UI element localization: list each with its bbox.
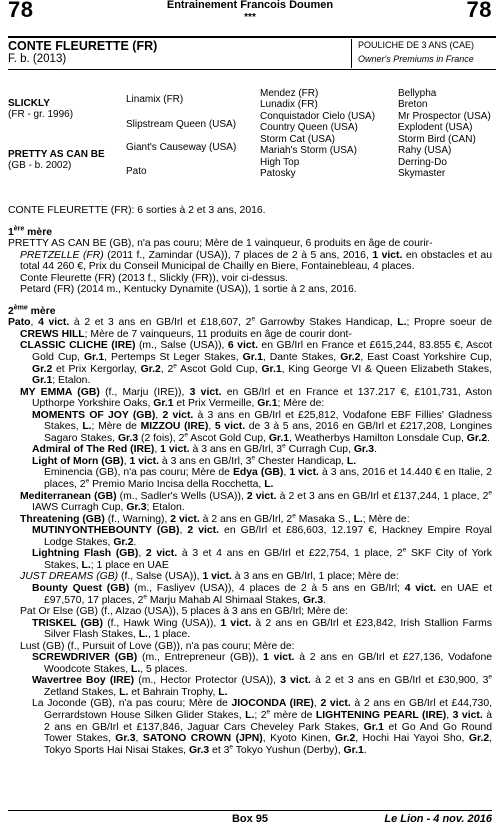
pedigree-g2-item: Storm Cat (USA) [260, 134, 336, 145]
pedigree-g3-item: Bellypha [398, 88, 437, 99]
produce-paragraph: Eminencia (GB), n'a pas couru; Mère de Edya (GB), 1 vict. à 3 ans, 2016 et 14.440 € en Italie, 2 places, 2e Premio Mario Incisa della Rocchetta, L. [44, 467, 493, 491]
first-dam-produce [8, 250, 492, 273]
sex-premium-box [351, 39, 497, 68]
pedigree-g2-item: Mendez (FR) [260, 88, 319, 99]
produce-paragraph: Pat Or Else (GB) (f., Alzao (USA)), 5 places à 3 ans en GB/Irl; Mère de: [20, 606, 348, 618]
produce-paragraph: Light of Morn (GB), 1 vict. à 3 ans en GB/Irl, 3e Chester Handicap, L. [32, 454, 357, 467]
pedigree-g2-item: Country Queen (USA) [260, 122, 358, 133]
pedigree-table [8, 88, 496, 188]
produce-wins: 1 vict. [372, 249, 403, 261]
produce-paragraph: La Joconde (GB), n'a pas couru; Mère de JIOCONDA (IRE), 2 vict. à 2 ans en GB/Irl et £44,730, Gerrardstown House Silken Glider Stakes, L.; 2e mère de LIGHTENING PEARL (IRE), 3 vict. à 2 ans en GB/Irl et £137,846, Jaguar Cars Cheveley Park Stakes, Gr.1 et Go And Go Round Tower Stakes, Gr.3, SATONO CROWN (JPN), Kyoto Kinen, Gr.2, Hochi Hai Yayoi Sho, Gr.2, Tokyo Sports Hai Nisai Stakes, Gr.3 et 3e Tokyo Yushun (Derby), Gr.1. [32, 698, 492, 756]
heading-number: 2 [8, 305, 14, 317]
pedigree-dam-info: (GB - b. 2002) [8, 160, 72, 171]
produce-paragraph: MUTINYONTHEBOUNTY (GB), 2 vict. en GB/Irl et £86,603, 12.197 €, Hackney Empire Royal Lodge Stakes, Gr.2. [32, 525, 492, 548]
heading-word: mère [24, 226, 53, 238]
produce-paragraph: CLASSIC CLICHE (IRE) (m., Salse (USA)), 6 vict. en GB/Irl en France et £615,244, 83.855 €, Ascot Gold Cup, Gr.1, Pertemps St Leger Stakes, Gr.1, Dante Stakes, Gr.2, East Coast Yorkshire Cup, Gr.2 et Prix Kergorlay, Gr.2, 2e Ascot Gold Cup, Gr.1, King George VI & Queen Elizabeth Stakes, Gr.1; Etalon. [20, 340, 492, 387]
produce-paragraph: JUST DREAMS (GB) (f., Salse (USA)), 1 vict. à 3 ans en GB/Irl, 1 place; Mère de: [20, 571, 399, 583]
produce-paragraph: Wavertree Boy (IRE) (m., Hector Protector (USA)), 3 vict. à 2 et 3 ans en GB/Irl et £30,900, 3e Zetland Stakes, L. et Bahrain Trophy, L. [32, 673, 493, 698]
pedigree-g2-item: Lunadix (FR) [260, 99, 318, 110]
produce-text: en obstacles et au total 44 260 €, Prix du Conseil Municipal de Chailly en Biere, Fontainebleau, 4 places. [20, 249, 492, 273]
horse-color-year: F. b. (2013) [8, 53, 67, 65]
produce-paragraph: Lightning Flash (GB), 2 vict. à 3 et 4 ans en GB/Irl et £22,754, 1 place, 2e SKF City of York Stakes, L.; 1 place en UAE [32, 546, 492, 571]
produce-paragraph: Lust (GB) (f., Pursuit of Love (GB)), n'a pas couru; Mère de: [20, 640, 295, 652]
produce-name: PRETZELLE (FR) [20, 249, 104, 261]
first-dam-produce: Petard (FR) (2014 m., Kentucky Dynamite (USA)), 1 sortie à 2 ans, 2016. [20, 284, 357, 296]
produce-paragraph: Threatening (GB) (f., Warning), 2 vict. à 2 ans en GB/Irl, 2e Masaka S., L.; Mère de: [20, 512, 410, 525]
pedigree-g2-item: High Top [260, 157, 300, 168]
heading-number: 1 [8, 226, 14, 238]
lot-number-right: 78 [466, 0, 492, 22]
horse-title-box [8, 36, 496, 70]
pedigree-g3-item: Storm Bird (CAN) [398, 134, 476, 145]
second-dam-text [8, 317, 492, 756]
pedigree-g3-item: Mr Prospector (USA) [398, 111, 491, 122]
pedigree-g3-item: Explodent (USA) [398, 122, 473, 133]
horse-name: CONTE FLEURETTE (FR) [8, 39, 158, 53]
pedigree-g1-item: Linamix (FR) [126, 94, 184, 105]
produce-paragraph: SCREWDRIVER (GB) (m., Entrepreneur (GB)), 1 vict. à 2 ans en GB/Irl et £27,136, Vodafone Woodcote Stakes, L., 5 places. [32, 652, 493, 675]
heading-ordinal: ère [13, 225, 25, 233]
premium-note: Owner's Premiums in France [358, 54, 474, 64]
pedigree-g3-item: Derring-Do [398, 157, 447, 168]
pedigree-g1-item: Pato [126, 166, 147, 177]
second-dam-heading [8, 306, 492, 318]
produce-paragraph: Mediterranean (GB) (m., Sadler's Wells (USA)), 2 vict. à 2 et 3 ans en GB/Irl et £137,244, 1 place, 2e IAWS Curragh Cup, Gr.3; Etalon. [20, 489, 492, 514]
pedigree-g1-item: Slipstream Queen (USA) [126, 119, 237, 130]
pedigree-g3-item: Skymaster [398, 168, 446, 179]
produce-paragraph: Admiral of The Red (IRE), 1 vict. à 3 ans en GB/Irl, 3e Curragh Cup, Gr.3. [32, 442, 377, 456]
first-dam-line: PRETTY AS CAN BE (GB), n'a pas couru; Mère de 1 vainqueur, 6 produits en âge de courir- [8, 238, 433, 250]
heading-ordinal: ème [13, 304, 28, 312]
race-summary: CONTE FLEURETTE (FR): 6 sorties à 2 et 3 ans, 2016. [8, 205, 266, 216]
first-dam-produce: Conte Fleurette (FR) (2013 f., Slickly (FR)), voir ci-dessus. [20, 272, 288, 284]
pedigree-sire: SLICKLY [8, 98, 50, 109]
page-footer [8, 810, 492, 827]
stars-rating: *** [244, 12, 256, 23]
page-header [8, 0, 492, 34]
produce-paragraph: TRISKEL (GB) (f., Hawk Wing (USA)), 1 vict. à 2 ans en GB/Irl et £23,842, Irish Stallion Farms Silver Flash Stakes, L., 1 place. [32, 617, 492, 641]
heading-word: mère [27, 305, 56, 317]
pedigree-g2-item: Conquistador Cielo (USA) [260, 111, 376, 122]
produce-paragraph: MY EMMA (GB) (f., Marju (IRE)), 3 vict. en GB/Irl et en France et 137.217 €, £101,731, Aston Upthorpe Yorkshire Oaks, Gr.1 et Prix Vermeille, Gr.1; Mère de: [20, 386, 492, 410]
pedigree-dam: PRETTY AS CAN BE [8, 149, 105, 160]
pedigree-g2-item: Mariah's Storm (USA) [260, 145, 357, 156]
catalogue-text [8, 205, 492, 756]
produce-paragraph: MOMENTS OF JOY (GB), 2 vict. à 3 ans en GB/Irl et £25,812, Vodafone EBF Fillies' Gladness Stakes, L.; Mère de MIZZOU (IRE), 5 vict. de 3 à 5 ans, 2016 en GB/Irl et £217,208, Longines Sagaro Stakes, Gr.3 (2 fois), 2e Ascot Gold Cup, Gr.1, Weatherbys Hamilton Lonsdale Cup, Gr.2. [32, 409, 493, 444]
pedigree-g3-item: Breton [398, 99, 428, 110]
lot-number-left: 78 [8, 0, 34, 22]
first-dam-heading [8, 227, 492, 239]
dam-paragraph: Pato, 4 vict. à 2 et 3 ans en GB/Irl et £18,607, 2e Garrowby Stakes Handicap, L.; Propre soeur de CREWS HILL; Mère de 7 vainqueurs, 11 produits en âge de courir dont- [8, 315, 492, 340]
produce-text: (2011 f., Zamindar (USA)), 7 places de 2 à 5 ans, 2016, [103, 249, 373, 261]
pedigree-g3-item: Rahy (USA) [398, 145, 452, 156]
sale-name: Le Lion - 4 nov. 2016 [384, 813, 492, 825]
pedigree-sire-info: (FR - gr. 1996) [8, 109, 74, 120]
pedigree-g2-item: Patosky [260, 168, 296, 179]
box-number: Box 95 [231, 813, 269, 825]
consignor-name: Entrainement Francois Doumen [166, 0, 334, 11]
pedigree-g1-item: Giant's Causeway (USA) [126, 142, 237, 153]
sex-age: POULICHE DE 3 ANS (CAE) [358, 40, 475, 50]
produce-paragraph: Bounty Quest (GB) (m., Fasliyev (USA)), 4 places de 2 à 5 ans en GB/Irl; 4 vict. en UAE et £97,570, 17 places, 2e Marju Mahab Al Shimaal Stakes, Gr.3. [32, 582, 493, 606]
